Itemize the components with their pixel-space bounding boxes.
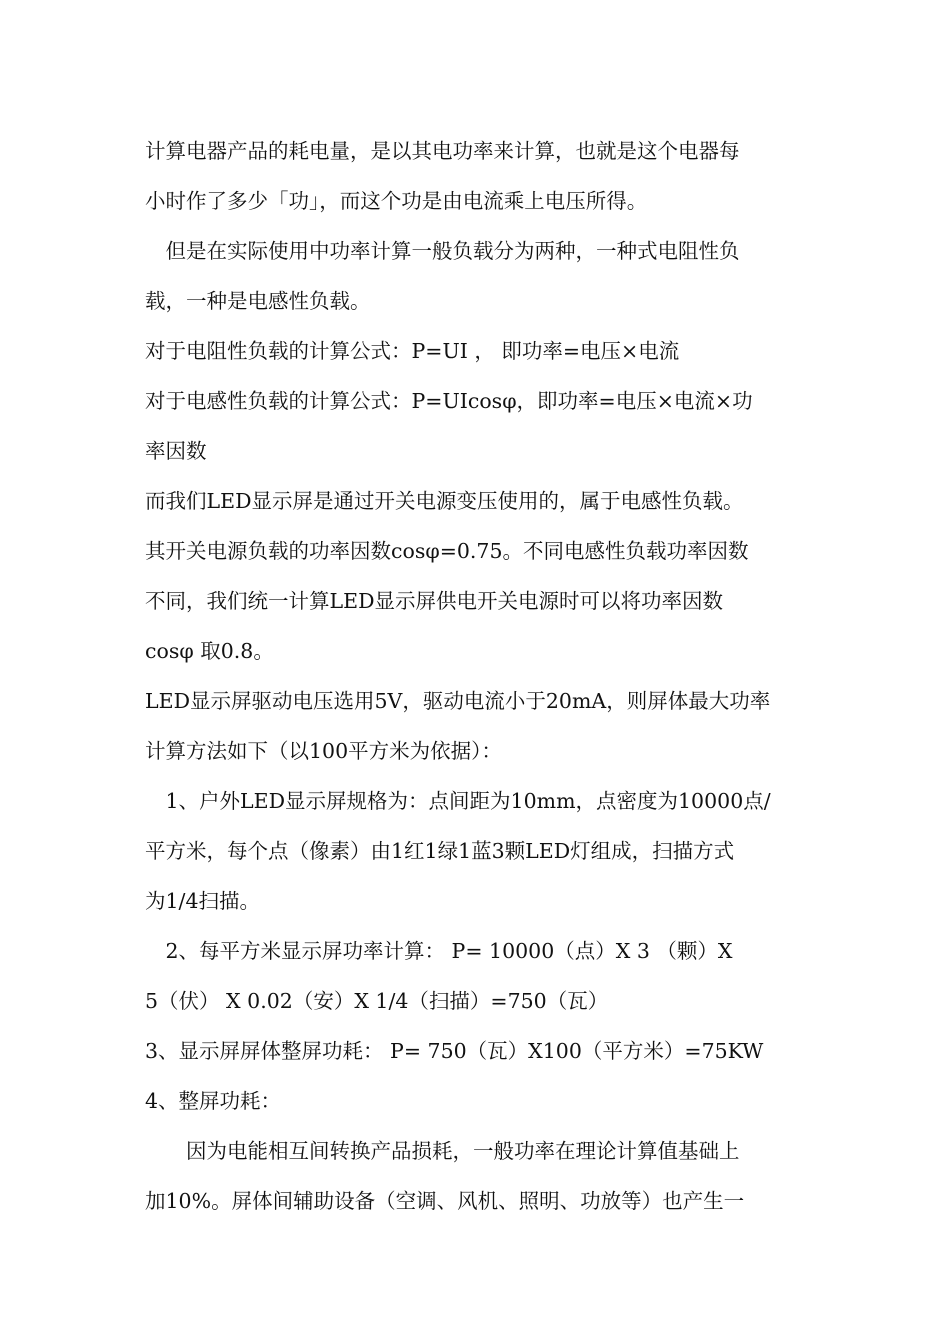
text-line: 对于电感性负载的计算公式：P=UIcosφ，即功率=电压×电流×功 [145,389,753,413]
text-line: 小时作了多少「功」，而这个功是由电流乘上电压所得。 [145,189,648,213]
text-line: 对于电阻性负载的计算公式：P=UI ， 即功率=电压×电流 [145,339,680,363]
text-line: 为1/4扫描。 [145,889,260,913]
text-line: 率因数 [145,439,207,463]
text-line: 而我们LED显示屏是通过开关电源变压使用的，属于电感性负载。 [145,489,744,513]
text-line: 3、显示屏屏体整屏功耗： P= 750（瓦）X100（平方米）=75KW [145,1039,764,1063]
text-line: 但是在实际使用中功率计算一般负载分为两种，一种式电阻性负 [145,239,740,263]
text-line: 不同，我们统一计算LED显示屏供电开关电源时可以将功率因数 [145,589,724,613]
text-line: LED显示屏驱动电压选用5V，驱动电流小于20mA，则屏体最大功率 [145,689,771,713]
text-line: 1、户外LED显示屏规格为：点间距为10mm，点密度为10000点/ [145,789,771,813]
text-line: 载，一种是电感性负载。 [145,289,371,313]
text-line: 加10%。屏体间辅助设备（空调、风机、照明、功放等）也产生一 [145,1189,745,1213]
text-line: 因为电能相互间转换产品损耗，一般功率在理论计算值基础上 [145,1139,740,1163]
text-line: 2、每平方米显示屏功率计算： P= 10000（点）X 3 （颗）X [145,939,733,963]
text-line: 计算电器产品的耗电量，是以其电功率来计算，也就是这个电器每 [145,139,740,163]
text-line: 平方米，每个点（像素）由1红1绿1蓝3颗LED灯组成，扫描方式 [145,839,735,863]
text-line: cosφ 取0.8。 [145,639,274,663]
text-line: 计算方法如下（以100平方米为依据）： [145,739,502,763]
text-line: 其开关电源负载的功率因数cosφ=0.75。不同电感性负载功率因数 [145,539,749,563]
text-line: 5（伏） X 0.02（安）X 1/4（扫描）=750（瓦） [145,989,609,1013]
text-line: 4、整屏功耗： [145,1089,282,1113]
